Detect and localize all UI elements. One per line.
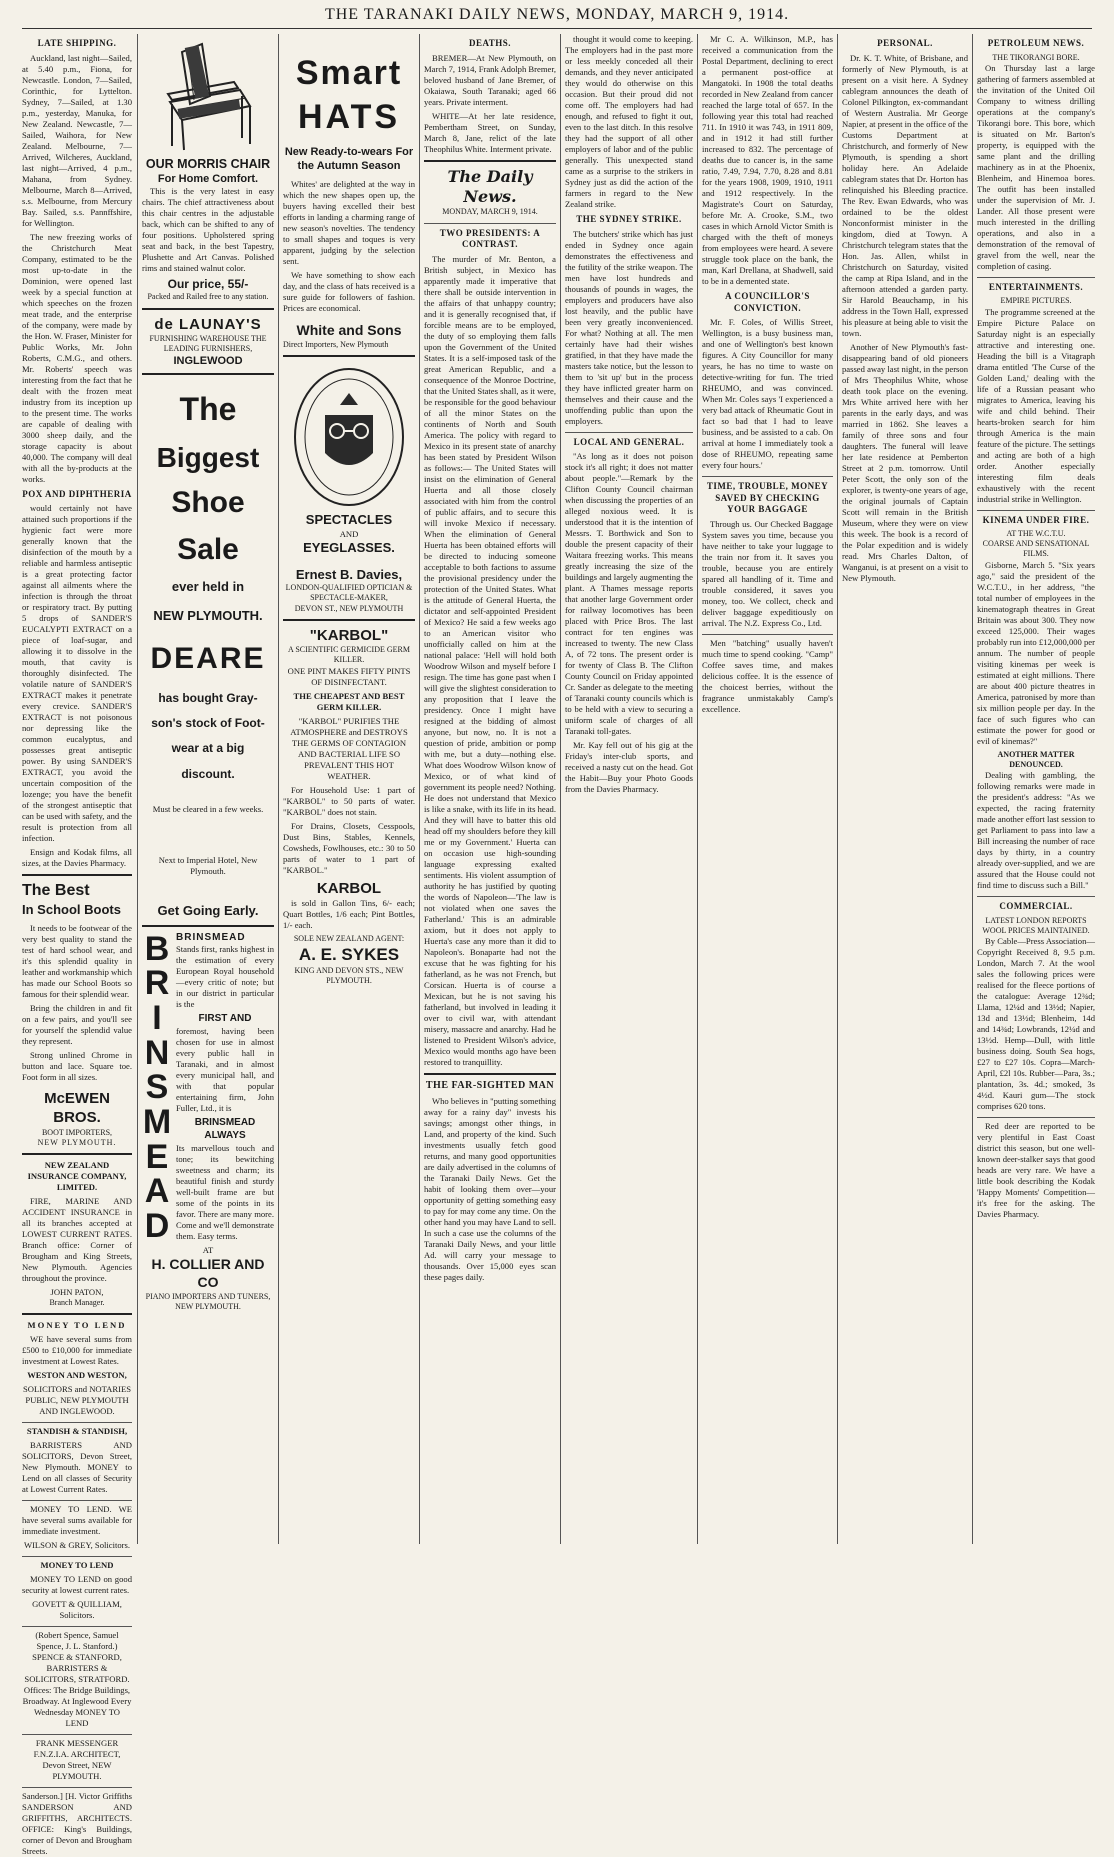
freezing-works-text: The new freezing works of the Christchurch Meat Company, estimated to be the most up-to-date in the Dominion, were opened last week by a special function at which speeches on the frozen meat trade, and the enterprise of the company, were made by the Hon. W. Fraser, Minister for Public Works, Mr. John Roberts, C.M.G., and others. Mr. Roberts' speech was interesting from the fact that he dealt with the frozen meat industry from its inception up to the present time. The works are capable of dealing with 3000 sheep daily, and the storage capacity is about 40,000. The company will deal with all the by-products at the works. (22, 231, 132, 484)
deare-location: Next to Imperial Hotel, New Plymouth. (158, 855, 258, 877)
hats-heading: HATS (297, 97, 401, 136)
column-divider (419, 34, 420, 1544)
another-matter-text: Dealing with gambling, the following remarks were made in the president's address: "As we expected, the racing fraternity made another effort last session to get Parliament to pass into law a Bill increasing the number of race days by thirty, in a country already over-supplied, and we are assured that the House could not find time to discuss such a Bill." (977, 770, 1095, 891)
masthead-rule (22, 28, 1092, 29)
shoe-sale-shoe: Shoe (171, 486, 245, 520)
pox-text: would certainly not have attained such proportions if the hygienic fact were more generally known that the disinfection of the mouth by a reliable and harmless antiseptic is a great protecting factor against all ailments where the infection is through the throat or respiratory tract. By putting 5 drops of SANDER'S EUCALYPTI EXTRACT on a piece of loaf-sugar, and allowing it to dissolve in the mouth, that cavity is thoroughly disinfected. The volatile nature of SANDER'S EXTRACT makes it penetrate every crevice. SANDER'S EXTRACT is not poisonous nor depressing like the common eucalyptus, and possesses great antiseptic power. By using SANDER'S EXTRACT, you avoid the uncertain composition of the lozenge; you have the benefit of the strongest antiseptic that can be used with safety, and the result is protection from all infection. (22, 503, 132, 844)
c5-body-3: Mr. Kay fell out of his gig at the Friday's inter-club sports, and received a nasty cut on the head. Got the Habit—Buy your Photo Goods from the Davies Pharmacy. (565, 740, 693, 795)
money-3-heading: MONEY TO LEND (40, 1560, 114, 1571)
deare-text-1: has bought Gray- (158, 690, 258, 705)
deare-weeks: Must be cleared in a few weeks. (152, 804, 264, 815)
money-text: WE have several sums from £500 to £10,000 for immediate investment at Lowest Rates. (22, 1334, 132, 1367)
empire-text: The programme screened at the Empire Picture Palace on Saturday night is an especially attractive and interesting one. Heading the bill is a Vitagraph drama entitled 'The Curse of the Golden Land,' dealing with the life of a Russian peasant who migrates to America, leaving his wife and child behind. Their hearts-broken search for him through America is the main feature of the picture. The settings and acting are both of a high order. Another especially interesting film deals exhaustively with the recent industrial strike in Wellington. (977, 306, 1095, 504)
commercial-heading: COMMERCIAL. (999, 901, 1073, 912)
councillor-conviction-heading: A COUNCILLOR'S CONVICTION. (725, 291, 810, 313)
sydney-strike-heading: THE SYDNEY STRIKE. (576, 214, 682, 224)
two-presidents-heading: TWO PRESIDENTS: A CONTRAST. (439, 227, 541, 250)
c5-body-1: thought it would come to keeping. The employers had in the past more or less meekly conceded all their demands, and they never anticipated they would do otherwise on this occasion. But their proud did not come off. The employers had had enough, and refused to fight it out, even to the last ditch. In this resolve they had the support of all other employers of labor and of the public generally. This unexpected stand came as a surprise to the strikers in Sydney just as did the action of the farmers in regard to the New Zealand strike. (565, 34, 693, 209)
deaths-notice-1: BREMER—At New Plymouth, on March 7, 1914, Frank Adolph Bremer, beloved husband of Jane Bremer, of Okaiawa, South Taranaki; aged 66 years. Private interment. (424, 52, 556, 107)
c6-body-3: Through us. Our Checked Baggage System saves you time, because you have neither to take your luggage to the train nor from it. It saves you trouble, because you are entirely spared all handling of it. Time and trouble considered, it saves you money, too. We collect, check and deliver baggage expeditiously on arrival. The N.Z. Express Co., Ltd. (702, 518, 833, 628)
karbol-text-3: "KARBOL" PURIFIES THE ATMOSPHERE and DESTROYS THE GERMS OF CONTAGION AND BACTERIAL LIFE SO PREVALENT THIS HOT WEATHER. (290, 715, 408, 781)
empire-heading: EMPIRE PICTURES. (1000, 296, 1072, 306)
far-sighted-heading: THE FAR-SIGHTED MAN (425, 1079, 555, 1091)
hats-text-1: Whites' are delighted at the way in which the new shapes open up, the buyers having excelled their best efforts in landing a charming range of new season's novelties. The tendency to small shapes and toques is very apparent, judging by the selection sent. (283, 179, 415, 267)
kinema-text: Gisborne, March 5. "Six years ago," said the president of the W.C.T.U., in her address, "the total number of employees in the kinematograph theatres in Great Britain was about 300. They now exceed 125,000. Their wages probably run into £12,000,000 per annum. The number of people visiting kinemas per week is estimated at eight millions. There are about 400 picture theatres in America, patronised by more than six million people per day. In the face of such figures who can estimate the power for good or evil of kinemas?" (977, 559, 1095, 746)
delaunay-logo: de LAUNAY'S (154, 315, 262, 333)
collier-at: AT (202, 1244, 214, 1255)
karbol-agent: SOLE NEW ZEALAND AGENT: (293, 933, 405, 943)
standish-sub: BARRISTERS AND SOLICITORS, Devon Street, New Plymouth. MONEY to Lend on all classes of Security at Lowest Current Rates. (22, 1440, 132, 1495)
shoe-sale-the: The (179, 391, 237, 428)
editorial-body: The murder of Mr. Benton, a British subject, in Mexico has apparently made it imperative that there shall be outside intervention in the affairs of that unhappy country; and it is generally recognised that, if forcible means are to be employed, the duty of so employing them falls upon the Government of the United States. It is a self-imposed task of the great American Republic, and a consequence of the Monroe Doctrine, that the United States shall, as it were, be responsible for the good behaviour of all the minor States on the continents of North and South America. The policy with regard to Mexico in its present state of anarchy has been stated by President Wilson as follows:— The United States will insist on the elimination of General Huerta and all those closely associated with him from the control of public affairs, and to secure this will invoke Mexico if necessary. When the elimination of General Huerta has been obtained efforts will be directed to inducing someone acceptable to both factions to assume the provisional presidency under the protection of the United States. What is the attitude of General Huerta, the dictator and self-appointed President of Mexico? He said a few weeks ago to an American visitor who unofficially called on him at the national palace: 'Hell will hold both Woodrow Wilson and myself before I resign. The time has gone past when I will give the slightest consideration to any proposition that I leave the presidency. Once I might have resigned at the bidding of almost anyone, but now, no. It is not a question of pride, ambition or pomp with me, but a duty—nothing else. What does Woodrow Wilson know of Mexico, or of what kind of government its people need? Nothing. He does not understand that Mexico is like a snake, with its life in its head. And they will have to batter this old head off my shoulders before they kill me or my Government.' Huerta can on occasion use high-sounding language expressing exalted sentiments. His violent assumption of authority he has justified by quoting the words of Napoleon—'The law is not violated when one saves the Fatherland.' This is an admirable axiom, but it does not apply to Huerta's case any more than it did to Napoleon's. Bonaparte had not the excuse that he was fighting for his fatherland, as he was not French, but Corsican. Huerta is of course a Mexican, but he is not saving his fatherland, but involved in leading it over to civil war, with attendant misery, massacre and anarchy. Had he listened to President Wilson's advice, Mexico would months ago have been restored to tranquillity. (424, 253, 556, 1067)
red-deer-text: Red deer are reported to be very plentiful in East Coast district this season, but one well-known deer-stalker says that good heads are very rare. We have a little book describing the Kodak 'Happy Moments' Competition—it's free for the asking. The Davies Pharmacy. (977, 1121, 1095, 1220)
deare-text-4: discount. (181, 766, 235, 781)
morris-price: Our price, 55/- (167, 277, 249, 292)
time-trouble-heading: TIME, TROUBLE, MONEY SAVED BY CHECKING YOUR BAGGAGE (706, 481, 829, 515)
brinsmead-heading: BRINSMEAD (176, 931, 246, 943)
coarse-films-heading: COARSE AND SENSATIONAL FILMS. (982, 539, 1090, 559)
london-reports-heading: LATEST LONDON REPORTS (985, 915, 1087, 925)
karbol-text-1: ONE PINT MAKES FIFTY PINTS OF DISINFECTANT. (287, 665, 411, 687)
column-5 (565, 34, 693, 1544)
karbol-text-6: is sold in Gallon Tins, 6/- each; Quart Bottles, 1/6 each; Pint Bottles, 1/- each. (283, 897, 415, 930)
column-3 (283, 34, 415, 1544)
boots-text: It needs to be footwear of the very best quality to stand the test of hard school wear, and it's this splendid quality in leather and workmanship which has made our School Boots so famous for their splendid wear. (22, 923, 133, 1000)
morris-chair-illustration (142, 34, 274, 156)
mcewen-sub: BOOT IMPORTERS, (41, 1127, 113, 1137)
column-divider (278, 34, 279, 1544)
kinema-heading: KINEMA UNDER FIRE. (982, 514, 1090, 525)
weston-sub: SOLICITORS and NOTARIES PUBLIC, NEW PLYMOUTH AND INGLEWOOD. (22, 1384, 131, 1417)
column-2 (142, 34, 274, 1544)
morris-subheading: For Home Comfort. (157, 173, 259, 185)
c6-body-2: Mr. F. Coles, of Willis Street, Wellington, is a busy business man, and one of Wellington's best known figures. A City Councillor for many years, he has no time to waste on detective-writing for fun. The tried RHEUMO, and was convinced. When Mr. Coles says 'I experienced a very bad attack of Rheumatic Gout in fact so bad that I had to leave business, and be assisted to a cab. On arrival at home I immediately took a dose of RHEUMO, repeating same every four hours.' (702, 317, 833, 471)
karbol-text-5: For Drains, Closets, Cesspools, Dust Bins, Stables, Kennels, Cowsheds, Fowlhouses, etc.: 30 to 50 parts of water to 1 part of "KARBOL." (283, 820, 415, 875)
karbol-big: KARBOL (316, 879, 382, 897)
eyeglasses-heading: EYEGLASSES. (303, 539, 395, 555)
another-matter-heading: ANOTHER MATTER DENOUNCED. (997, 749, 1075, 769)
c5-body-2: The butchers' strike which has just ended in Sydney once again demonstrates the effectiveness and the futility of the strike weapon. The men have lost hundreds and thousands of pounds in wages, the employers and producers have also lost heavily, and the public have been very greatly inconvenienced. For what? Nothing at all. The men certainly have had their wishes gratified, in that they have made the masters take notice, but the lesson to them to 'sit up' but in the process they have inflicted greater harm on themselves and their cause and the unoffending public than upon the employers. (565, 228, 693, 426)
spence-stanford: (Robert Spence, Samuel Spence, J. L. Stanford.) SPENCE & STANFORD, BARRISTERS & SOLICITORS, STRATFORD. Offices: The Bridge Buildings, Broadway. At Inglewood Every Wednesday MONEY TO LEND (22, 1630, 132, 1729)
nzi-role: Branch Manager. (49, 1297, 105, 1307)
late-shipping-heading: LATE SHIPPING. (37, 38, 117, 48)
delaunay-town: INGLEWOOD (173, 355, 243, 368)
brinsmead-always: BRINSMEAD ALWAYS (194, 1117, 256, 1142)
spectacles-and: AND (339, 528, 359, 539)
deare-text-2: son's stock of Foot- (151, 715, 265, 730)
petroleum-heading: PETROLEUM NEWS. (987, 38, 1085, 48)
karbol-text-4: For Household Use: 1 part of "KARBOL" to 50 parts of water. "KARBOL" does not stain. (283, 784, 415, 817)
morris-text: This is the very latest in easy chairs. The chief attractiveness about this chair centres in the adjustable back, which can be shifted to any of four positions. Upholstered spring seat and back, in the best Tapestry, Plushette and Art Canvas. Polished rims and stained walnut color. (142, 186, 274, 274)
sykes-sub: KING AND DEVON STS., NEW PLYMOUTH. (294, 965, 404, 985)
deaths-notice-2: WHITE—At her late residence, Pembertham Street, on Sunday, March 8, Jane, relict of the late Theophilus White. Interment private. (424, 110, 556, 154)
column-1 (22, 34, 133, 1857)
collier-logo: H. COLLIER AND CO (151, 1255, 265, 1290)
spectacle-crest-illustration (283, 362, 415, 512)
tikorangi-heading: THE TIKORANGI BORE. (992, 52, 1080, 62)
c7-body-2: Another of New Plymouth's fast-disappearing band of old pioneers passed away last night, in the person of Mrs Theophilus White, whose death took place on the evening. Mrs White arrived here with her parents in the early days, and was married in 1862. She leaves a family of three sons and four daughters. The funeral will leave her late residence at Pemberton Street at 2 p.m. tomorrow. Until Peter Scott, the only son of the explorer, is twenty-one years of age, the original journals of Captain Scott will remain in the British Museum, where they were on view this week. The book is a record of the Polar expedition and is widely read. Mrs Charles Dalton, of Wanganui, is at present on a visit to New Plymouth. (842, 341, 968, 583)
govett-quilliam: GOVETT & QUILLIAM, Solicitors. (32, 1599, 122, 1621)
brinsmead-ad (142, 929, 274, 1246)
wilson-grey: WILSON & GREY, Solicitors. (23, 1540, 131, 1551)
standish: STANDISH & STANDISH, (26, 1426, 128, 1437)
column-8 (977, 34, 1095, 1544)
column-divider (560, 34, 561, 1544)
boots-heading-2: In School Boots (22, 901, 121, 917)
sanderson-griffiths: Sanderson.] [H. Victor Griffiths SANDERSON AND GRIFFITHS, ARCHITECTS. OFFICE: King's Buildings, corner of Devon and Brougham Streets. (22, 1791, 132, 1857)
nzi-sign: JOHN PATON, (50, 1286, 104, 1297)
wctu-heading: AT THE W.C.T.U. (1006, 529, 1066, 539)
brinsmead-first: FIRST AND (198, 1013, 252, 1025)
shoe-sale-ever: ever held in (171, 578, 245, 594)
personal-heading: PERSONAL. (877, 38, 933, 48)
brinsmead-text: Stands first, ranks highest in the estimation of every European Royal household—every critic of note; but in our district in particular is the (176, 944, 274, 1010)
c6-body-1: Mr C. A. Wilkinson, M.P., has received a communication from the Postal Department, declining to erect a permanent post-office at Mangatoki. In 1908 the total deaths recorded in New Zealand from cancer reached the large total of 657. In the following year this total had reached 711. In 1910 it was 743, in 1911 809, and in 1912 it had still further increased to 832. The percentage of deaths due to cancer is, in the same ratio, 7.49, 7.94, 7.70, 8.28 and 8.81 for the years 1908, 1909, 1910, 1911 and 1912 respectively. In the Magistrate's Court on Saturday, before Mr. A. Crooke, S.M., two cases in which Arnold Victor Smith is charged with the theft of moneys from employees were heard. A severe struggle took place on the bank, the man, Karl Drellana, at Shadwell, said to be in a demented state. (702, 34, 833, 286)
nzi-heading: NEW ZEALAND INSURANCE COMPANY, LIMITED. (27, 1159, 127, 1192)
mcewen-town: NEW PLYMOUTH. (37, 1137, 117, 1147)
white-and-sons-sub: Direct Importers, New Plymouth (283, 340, 389, 350)
hats-text-2: We have something to show each day, and the class of hats received is a sure guide for followers of fashion. Prices are economical. (283, 270, 415, 314)
column-4 (424, 34, 556, 1544)
petroleum-text: On Thursday last a large gathering of farmers assembled at the invitation of the United Oil Company to witness drilling operations at the company's Tikorangi bore. This bore, which is situated on Mr. Barton's property, is equipped with the same plant and the drilling machinery as in at the Phoenix, Blenheim, and Hinemoa bores. The outfit has been installed under the supervision of Mr. J. Lander. All those present were much interested in the drilling operations, and also in a demonstration of the removal of gravel from the well, near the completion of casing. (977, 62, 1095, 271)
sykes-name: A. E. SYKES (298, 944, 400, 964)
commercial-text: By Cable—Press Association—Copyright Received 8, 9.5 p.m. London, March 7. At the wool sales the following prices were realised for the fleece portions of the catalogue: Average 12¾d; Llama, 12¼d and 13½d; Napier, 13d and 13½d; Blenheim, 14d and 14¾d; Lowbrands, 12¼d and 13½d. Hemp—Dull, with little business doing. South Sea hogs, £27 to £27 10s. Copra—March-April, £2l 10s. Rubber—Para, 3s.; plantation, 3s. 4d.; smoked, 3s 4½d. Kauri gum—The stock comprises 620 tons. (977, 936, 1095, 1112)
c6-body-4: Men "batching" usually haven't much time to spend cooking. "Camp" Coffee saves time, and makes delicious coffee. It is the essence of the choicest berries, without the fragrance unmistakably Camp's excellence. (702, 637, 833, 714)
karbol-sub: A SCIENTIFIC GERMICIDE GERM KILLER. (287, 645, 410, 665)
boots-text-3: Strong unlined Chrome in button and lace. Square toe. Foot form in all sizes. (22, 1050, 132, 1083)
morris-heading: OUR MORRIS CHAIR (145, 157, 271, 171)
c7-body-1: Dr. K. T. White, of Brisbane, and formerly of New Plymouth, is at present on a visit here. A Sydney cablegram announces the death of Colonel Pilkington, ex-commandant of Western Australia. Mr George Napier, at present in the office of the Customs Department at Christchurch, and formerly of New Plymouth, is spending a short holiday here. An Adelaide cablegram states that Dr. Horton has relinquished his Bleeding practice. The Rev. Ewan Edwards, who was ordained to be the oldest Nonconformist minister in the kingdom, died at Towyn. A Christchurch telegram states that the Hon. Jas. Allen, whilst in Christchurch on Saturday, visited the camp at Ripa Island, and in the afternoon attended a garden party. Sir Harold Beauchamp, in his address in the Town Hall, expressed his pleasure at being able to visit the town. (842, 52, 968, 338)
karbol-heading: "KARBOL" (309, 626, 389, 644)
brinsmead-text-2: foremost, having been chosen for use in almost every public hall in Taranaki, and in almost every municipal hall, and with that popular entertaining firm, John Fuller, Ltd., it is (176, 1026, 274, 1114)
column-7 (842, 34, 968, 1544)
hats-smart: Smart (295, 54, 403, 92)
column-divider (837, 34, 838, 1544)
column-divider (972, 34, 973, 1544)
daily-news-logo: The Daily News. (447, 166, 533, 206)
local-general-heading: LOCAL AND GENERAL. (573, 436, 685, 447)
davies-address: DEVON ST., NEW PLYMOUTH (294, 603, 404, 613)
spectacles-heading: SPECTACLES (305, 512, 393, 528)
davies-sub: LONDON-QUALIFIED OPTICIAN & SPECTACLE-MAKER, (285, 583, 413, 603)
money-heading: MONEY TO LEND (27, 1320, 127, 1331)
frank-messenger: FRANK MESSENGER F.N.Z.I.A. ARCHITECT, Devon Street, NEW PLYMOUTH. (33, 1738, 121, 1782)
shoe-sale-sale: Sale (177, 532, 239, 566)
collier-sub: PIANO IMPORTERS AND TUNERS, NEW PLYMOUTH. (145, 1291, 271, 1311)
deaths-heading: DEATHS. (468, 38, 512, 48)
shoe-sale-town: NEW PLYMOUTH. (153, 607, 263, 623)
far-sighted-text: Who believes in "putting something away for a rainy day" invests his savings; amongst other things, in Land, and property of the kind. Such investments usually fetch good returns, and many good opportunities are daily advertised in the columns of the Taranaki Daily News. Get the habit of looking them over—your opportunity of getting something easy to pay for may come any time. On the other hand you may have Land to sell. In such a case use the columns of the Taranaki Daily News, and your little Ad. will carry your message to thousands. Over 15,000 eyes scan these pages daily. (424, 1095, 556, 1282)
morris-free: Packed and Railed free to any station. (147, 292, 269, 302)
nzi-text: FIRE, MARINE AND ACCIDENT INSURANCE in all its branches accepted at LOWEST CURRENT RATES. Branch office: Corner of Brougham and King Streets, New Plymouth. Agencies throughout the province. (22, 1195, 132, 1283)
karbol-text-2: THE CHEAPEST AND BEST GERM KILLER. (293, 690, 405, 712)
deare-text-3: wear at a big (171, 741, 245, 756)
entertainments-heading: ENTERTAINMENTS. (988, 281, 1084, 292)
local-general-text: "As long as it does not poison stock it's all right; it does not matter about people."—Remark by the Clifton County Council chairman when discussing the properties of an alleged noxious weed. It is understood that it is the intention of Messrs. T. Borthwick and Son to double the present capacity of their Waitara freezing works. This means greatly increasing the size of the buildings and largely augmenting the plant. A Thames message reports that another large Government order for railway locomotives has been placed with Price Bros. The last contract for ten engines was increased to twenty. The new Class A, of 72 tons. The present order is for twenty of Class B. The Clifton County Council on Friday appointed Cr. Sander as delegate to the meeting of Taranaki county councils which is to be held with a view to securing a uniform scale of charges of all Taranaki toll-gates. (565, 451, 693, 737)
boots-heading-1: The Best (22, 882, 90, 900)
column-divider (137, 34, 138, 1544)
masthead: THE TARANAKI DAILY NEWS, MONDAY, MARCH 9, 1914. (324, 6, 790, 23)
davies-name: Ernest B. Davies, (295, 566, 403, 582)
brinsmead-vertical: B R I N S M E A D (142, 929, 172, 1246)
wool-prices-heading: WOOL PRICES MAINTAINED. (982, 925, 1090, 935)
column-divider (697, 34, 698, 1544)
deare-logo: DEARE (150, 642, 266, 676)
money-2-text: MONEY TO LEND. WE have several sums available for immediate investment. (22, 1504, 132, 1537)
late-shipping-text: Auckland, last night—Sailed, at 5.40 p.m., Fiona, for Newcastle. London, 7—Sailed, Corinthic, for Lyttelton. Sydney, 7—Sailed, at 1.30 p.m., yesterday, Manuka, for New Zealand. Newcastle, 7—Sailed, Waihora, for New Zealand. Melbourne, 7—Arrived, Wilcheres, Auckland, last night—Arrived, 4 p.m., Mahana, from Sydney. Melbourne, March 8—Arrived, s.s. Melbourne, from Mercury Bay. Sailed, s.s. Pannffshire, for Wellington. (22, 52, 132, 228)
weston: WESTON AND WESTON, (27, 1370, 127, 1381)
deare-get-going: Get Going Early. (157, 903, 259, 919)
white-and-sons: White and Sons (296, 322, 402, 339)
pox-heading: POX AND DIPHTHERIA (22, 488, 132, 499)
mcewen-bros: McEWEN BROS. (44, 1090, 110, 1127)
boots-text-2: Bring the children in and fit on a few pairs, and you'll see for yourself the splendid value they represent. (22, 1003, 132, 1047)
shoe-sale-biggest: Biggest (156, 442, 260, 474)
editorial-date: MONDAY, MARCH 9, 1914. (442, 207, 538, 217)
hats-sub: New Ready-to-wears For the Autumn Season (284, 146, 414, 173)
money-3-text: MONEY TO LEND on good security at lowest current rates. (22, 1574, 132, 1596)
column-6 (702, 34, 833, 1544)
ensign-text: Ensign and Kodak films, all sizes, at the Davies Pharmacy. (22, 847, 132, 869)
brinsmead-text-3: Its marvellous touch and tone; its bewitching sweetness and charm; its beautiful finish and sturdy well-built frame are but some of the points in its favor. There are many more. Come and we'll demonstrate them. Easy terms. (176, 1142, 274, 1241)
delaunay-sub: FURNISHING WAREHOUSE THE LEADING FURNISHERS, (149, 333, 267, 354)
